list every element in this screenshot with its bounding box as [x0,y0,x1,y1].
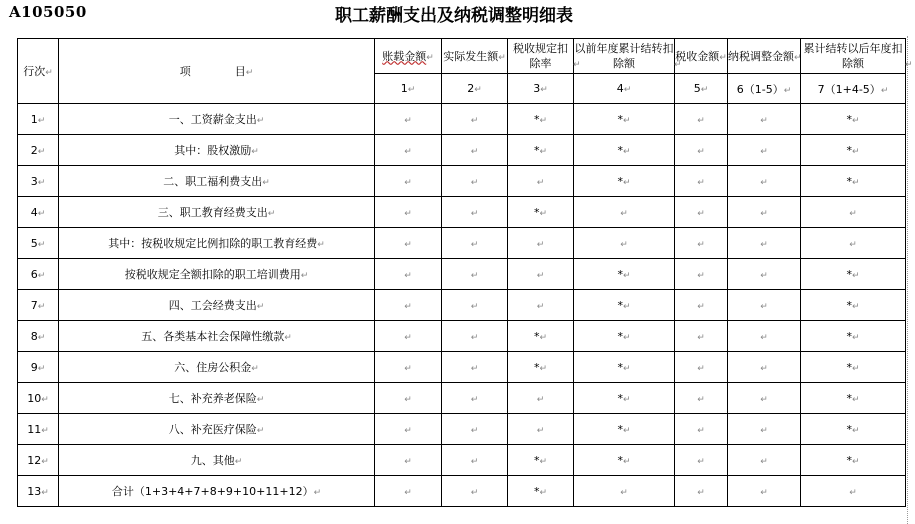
amount-cell-col-1[interactable]: ↵ [375,445,442,476]
row-item-label: 六、住房公积金↵ [59,352,375,383]
amount-cell-col-7[interactable]: *↵ [801,414,906,445]
amount-cell-col-2[interactable]: ↵ [442,321,508,352]
amount-cell-col-3[interactable]: ↵ [508,383,574,414]
row-number: 1↵ [18,104,59,135]
amount-cell-col-5[interactable]: ↵ [675,135,728,166]
table-row [18,197,906,228]
amount-cell-col-4[interactable]: *↵ [574,352,675,383]
row-item-label: 九、其他↵ [59,445,375,476]
amount-cell-col-4[interactable]: *↵ [574,321,675,352]
table-row [18,352,906,383]
amount-cell-col-1[interactable]: ↵ [375,321,442,352]
amount-cell-col-4[interactable]: ↵ [574,228,675,259]
amount-cell-col-5[interactable]: ↵ [675,166,728,197]
amount-cell-col-2[interactable]: ↵ [442,259,508,290]
column-number-6: 6（1-5）↵ [728,74,801,104]
amount-cell-col-7[interactable]: *↵ [801,166,906,197]
amount-cell-col-6[interactable]: ↵ [728,197,801,228]
row-item-label: 八、补充医疗保险↵ [59,414,375,445]
row-item-label: 合计（1+3+4+7+8+9+10+11+12）↵ [59,476,375,507]
row-item-label: 四、工会经费支出↵ [59,290,375,321]
amount-cell-col-7[interactable]: *↵ [801,290,906,321]
amount-cell-col-7[interactable]: *↵ [801,321,906,352]
amount-cell-col-7[interactable]: *↵ [801,104,906,135]
amount-cell-col-5[interactable]: ↵ [675,228,728,259]
amount-cell-col-2[interactable]: ↵ [442,135,508,166]
table-row [18,321,906,352]
table-row [18,228,906,259]
row-number: 12↵ [18,445,59,476]
table-row [18,166,906,197]
row-number: 10↵ [18,383,59,414]
amount-cell-col-7[interactable]: *↵ [801,383,906,414]
amount-cell-col-6[interactable]: ↵ [728,383,801,414]
amount-cell-col-7[interactable]: ↵ [801,476,906,507]
row-item-label: 其中：按税收规定比例扣除的职工教育经费↵ [59,228,375,259]
amount-cell-col-5[interactable]: ↵ [675,104,728,135]
header-row-labels [18,39,906,74]
column-header-6: 纳税调整金额↵ [728,39,801,74]
amount-cell-col-6[interactable]: ↵ [728,352,801,383]
row-number: 4↵ [18,197,59,228]
amount-cell-col-3[interactable]: *↵ [508,197,574,228]
row-item-label: 二、职工福利费支出↵ [59,166,375,197]
row-number: 11↵ [18,414,59,445]
amount-cell-col-6[interactable]: ↵ [728,259,801,290]
amount-cell-col-4[interactable]: *↵ [574,445,675,476]
amount-cell-col-5[interactable]: ↵ [675,383,728,414]
amount-cell-col-1[interactable]: ↵ [375,228,442,259]
amount-cell-col-1[interactable]: ↵ [375,259,442,290]
amount-cell-col-2[interactable]: ↵ [442,414,508,445]
table-row [18,383,906,414]
amount-cell-col-7[interactable]: *↵ [801,445,906,476]
row-number: 2↵ [18,135,59,166]
amount-cell-col-6[interactable]: ↵ [728,290,801,321]
row-item-label: 五、各类基本社会保障性缴款↵ [59,321,375,352]
amount-cell-col-1[interactable]: ↵ [375,135,442,166]
amount-cell-col-3[interactable]: *↵ [508,135,574,166]
page-margin-guide [907,36,915,524]
amount-cell-col-6[interactable]: ↵ [728,445,801,476]
row-item-label: 七、补充养老保险↵ [59,383,375,414]
amount-cell-col-3[interactable]: *↵ [508,104,574,135]
form-code: A105050 [9,3,87,21]
amount-cell-col-7[interactable]: ↵ [801,228,906,259]
amount-cell-col-5[interactable]: ↵ [675,445,728,476]
amount-cell-col-1[interactable]: ↵ [375,476,442,507]
amount-cell-col-4[interactable]: *↵ [574,290,675,321]
amount-cell-col-2[interactable]: ↵ [442,352,508,383]
row-item-label: 三、职工教育经费支出↵ [59,197,375,228]
amount-cell-col-7[interactable]: *↵ [801,259,906,290]
amount-cell-col-1[interactable]: ↵ [375,197,442,228]
amount-cell-col-6[interactable]: ↵ [728,476,801,507]
amount-cell-col-4[interactable]: *↵ [574,135,675,166]
amount-cell-col-4[interactable]: ↵ [574,476,675,507]
row-number: 6↵ [18,259,59,290]
column-header-3: 税收规定扣除率 ↵ [508,39,574,74]
amount-cell-col-3[interactable]: *↵ [508,445,574,476]
amount-cell-col-1[interactable]: ↵ [375,352,442,383]
column-header-5: 税收金额↵ [675,39,728,74]
amount-cell-col-3[interactable]: ↵ [508,228,574,259]
row-number: 13↵ [18,476,59,507]
column-number-4: 4↵ [574,74,675,104]
amount-cell-col-5[interactable]: ↵ [675,414,728,445]
column-header-7: 累计结转以后年度扣除额 ↵ [801,39,906,74]
table-row [18,445,906,476]
amount-cell-col-2[interactable]: ↵ [442,166,508,197]
item-header: 项 目↵ [59,39,375,104]
amount-cell-col-3[interactable]: ↵ [508,290,574,321]
amount-cell-col-5[interactable]: ↵ [675,197,728,228]
amount-cell-col-4[interactable]: *↵ [574,166,675,197]
amount-cell-col-6[interactable]: ↵ [728,228,801,259]
amount-cell-col-6[interactable]: ↵ [728,166,801,197]
amount-cell-col-6[interactable]: ↵ [728,104,801,135]
amount-cell-col-3[interactable]: ↵ [508,166,574,197]
amount-cell-col-6[interactable]: ↵ [728,321,801,352]
amount-cell-col-2[interactable]: ↵ [442,476,508,507]
amount-cell-col-4[interactable]: *↵ [574,104,675,135]
table-row [18,259,906,290]
column-number-1: 1↵ [375,74,442,104]
table-row [18,135,906,166]
amount-cell-col-4[interactable]: ↵ [574,197,675,228]
amount-cell-col-3[interactable]: *↵ [508,476,574,507]
table-row [18,290,906,321]
amount-cell-col-3[interactable]: *↵ [508,352,574,383]
amount-cell-col-2[interactable]: ↵ [442,445,508,476]
amount-cell-col-3[interactable]: ↵ [508,414,574,445]
form-title: 职工薪酬支出及纳税调整明细表 [335,6,573,26]
amount-cell-col-4[interactable]: *↵ [574,414,675,445]
column-number-7: 7（1+4-5）↵ [801,74,906,104]
amount-cell-col-2[interactable]: ↵ [442,290,508,321]
amount-cell-col-6[interactable]: ↵ [728,414,801,445]
row-number: 8↵ [18,321,59,352]
amount-cell-col-5[interactable]: ↵ [675,290,728,321]
amount-cell-col-1[interactable]: ↵ [375,104,442,135]
column-header-2: 实际发生额↵ [442,39,508,74]
row-number: 7↵ [18,290,59,321]
row-number: 5↵ [18,228,59,259]
amount-cell-col-1[interactable]: ↵ [375,383,442,414]
row-item-label: 其中：股权激励↵ [59,135,375,166]
amount-cell-col-7[interactable]: *↵ [801,352,906,383]
amount-cell-col-6[interactable]: ↵ [728,135,801,166]
amount-cell-col-2[interactable]: ↵ [442,104,508,135]
row-item-label: 按税收规定全额扣除的职工培训费用↵ [59,259,375,290]
table-row [18,414,906,445]
column-header-4: 以前年度累计结转扣除额 ↵ [574,39,675,74]
amount-cell-col-3[interactable]: ↵ [508,259,574,290]
amount-cell-col-2[interactable]: ↵ [442,228,508,259]
amount-cell-col-4[interactable]: *↵ [574,383,675,414]
amount-cell-col-7[interactable]: ↵ [801,197,906,228]
amount-cell-col-1[interactable]: ↵ [375,290,442,321]
column-header-1: 账载金额↵ [375,39,442,74]
column-number-5: 5↵ [675,74,728,104]
row-number: 3↵ [18,166,59,197]
row-no-header: 行次↵ [18,39,59,104]
amount-cell-col-5[interactable]: ↵ [675,476,728,507]
row-item-label: 一、工资薪金支出↵ [59,104,375,135]
amount-cell-col-2[interactable]: ↵ [442,383,508,414]
table-row [18,476,906,507]
amount-cell-col-4[interactable]: *↵ [574,259,675,290]
amount-cell-col-2[interactable]: ↵ [442,197,508,228]
amount-cell-col-5[interactable]: ↵ [675,321,728,352]
amount-cell-col-7[interactable]: *↵ [801,135,906,166]
salary-adjustment-table [17,38,913,507]
amount-cell-col-5[interactable]: ↵ [675,259,728,290]
amount-cell-col-1[interactable]: ↵ [375,166,442,197]
amount-cell-col-5[interactable]: ↵ [675,352,728,383]
column-number-3: 3↵ [508,74,574,104]
amount-cell-col-3[interactable]: *↵ [508,321,574,352]
table-row [18,104,906,135]
row-number: 9↵ [18,352,59,383]
column-number-2: 2↵ [442,74,508,104]
amount-cell-col-1[interactable]: ↵ [375,414,442,445]
